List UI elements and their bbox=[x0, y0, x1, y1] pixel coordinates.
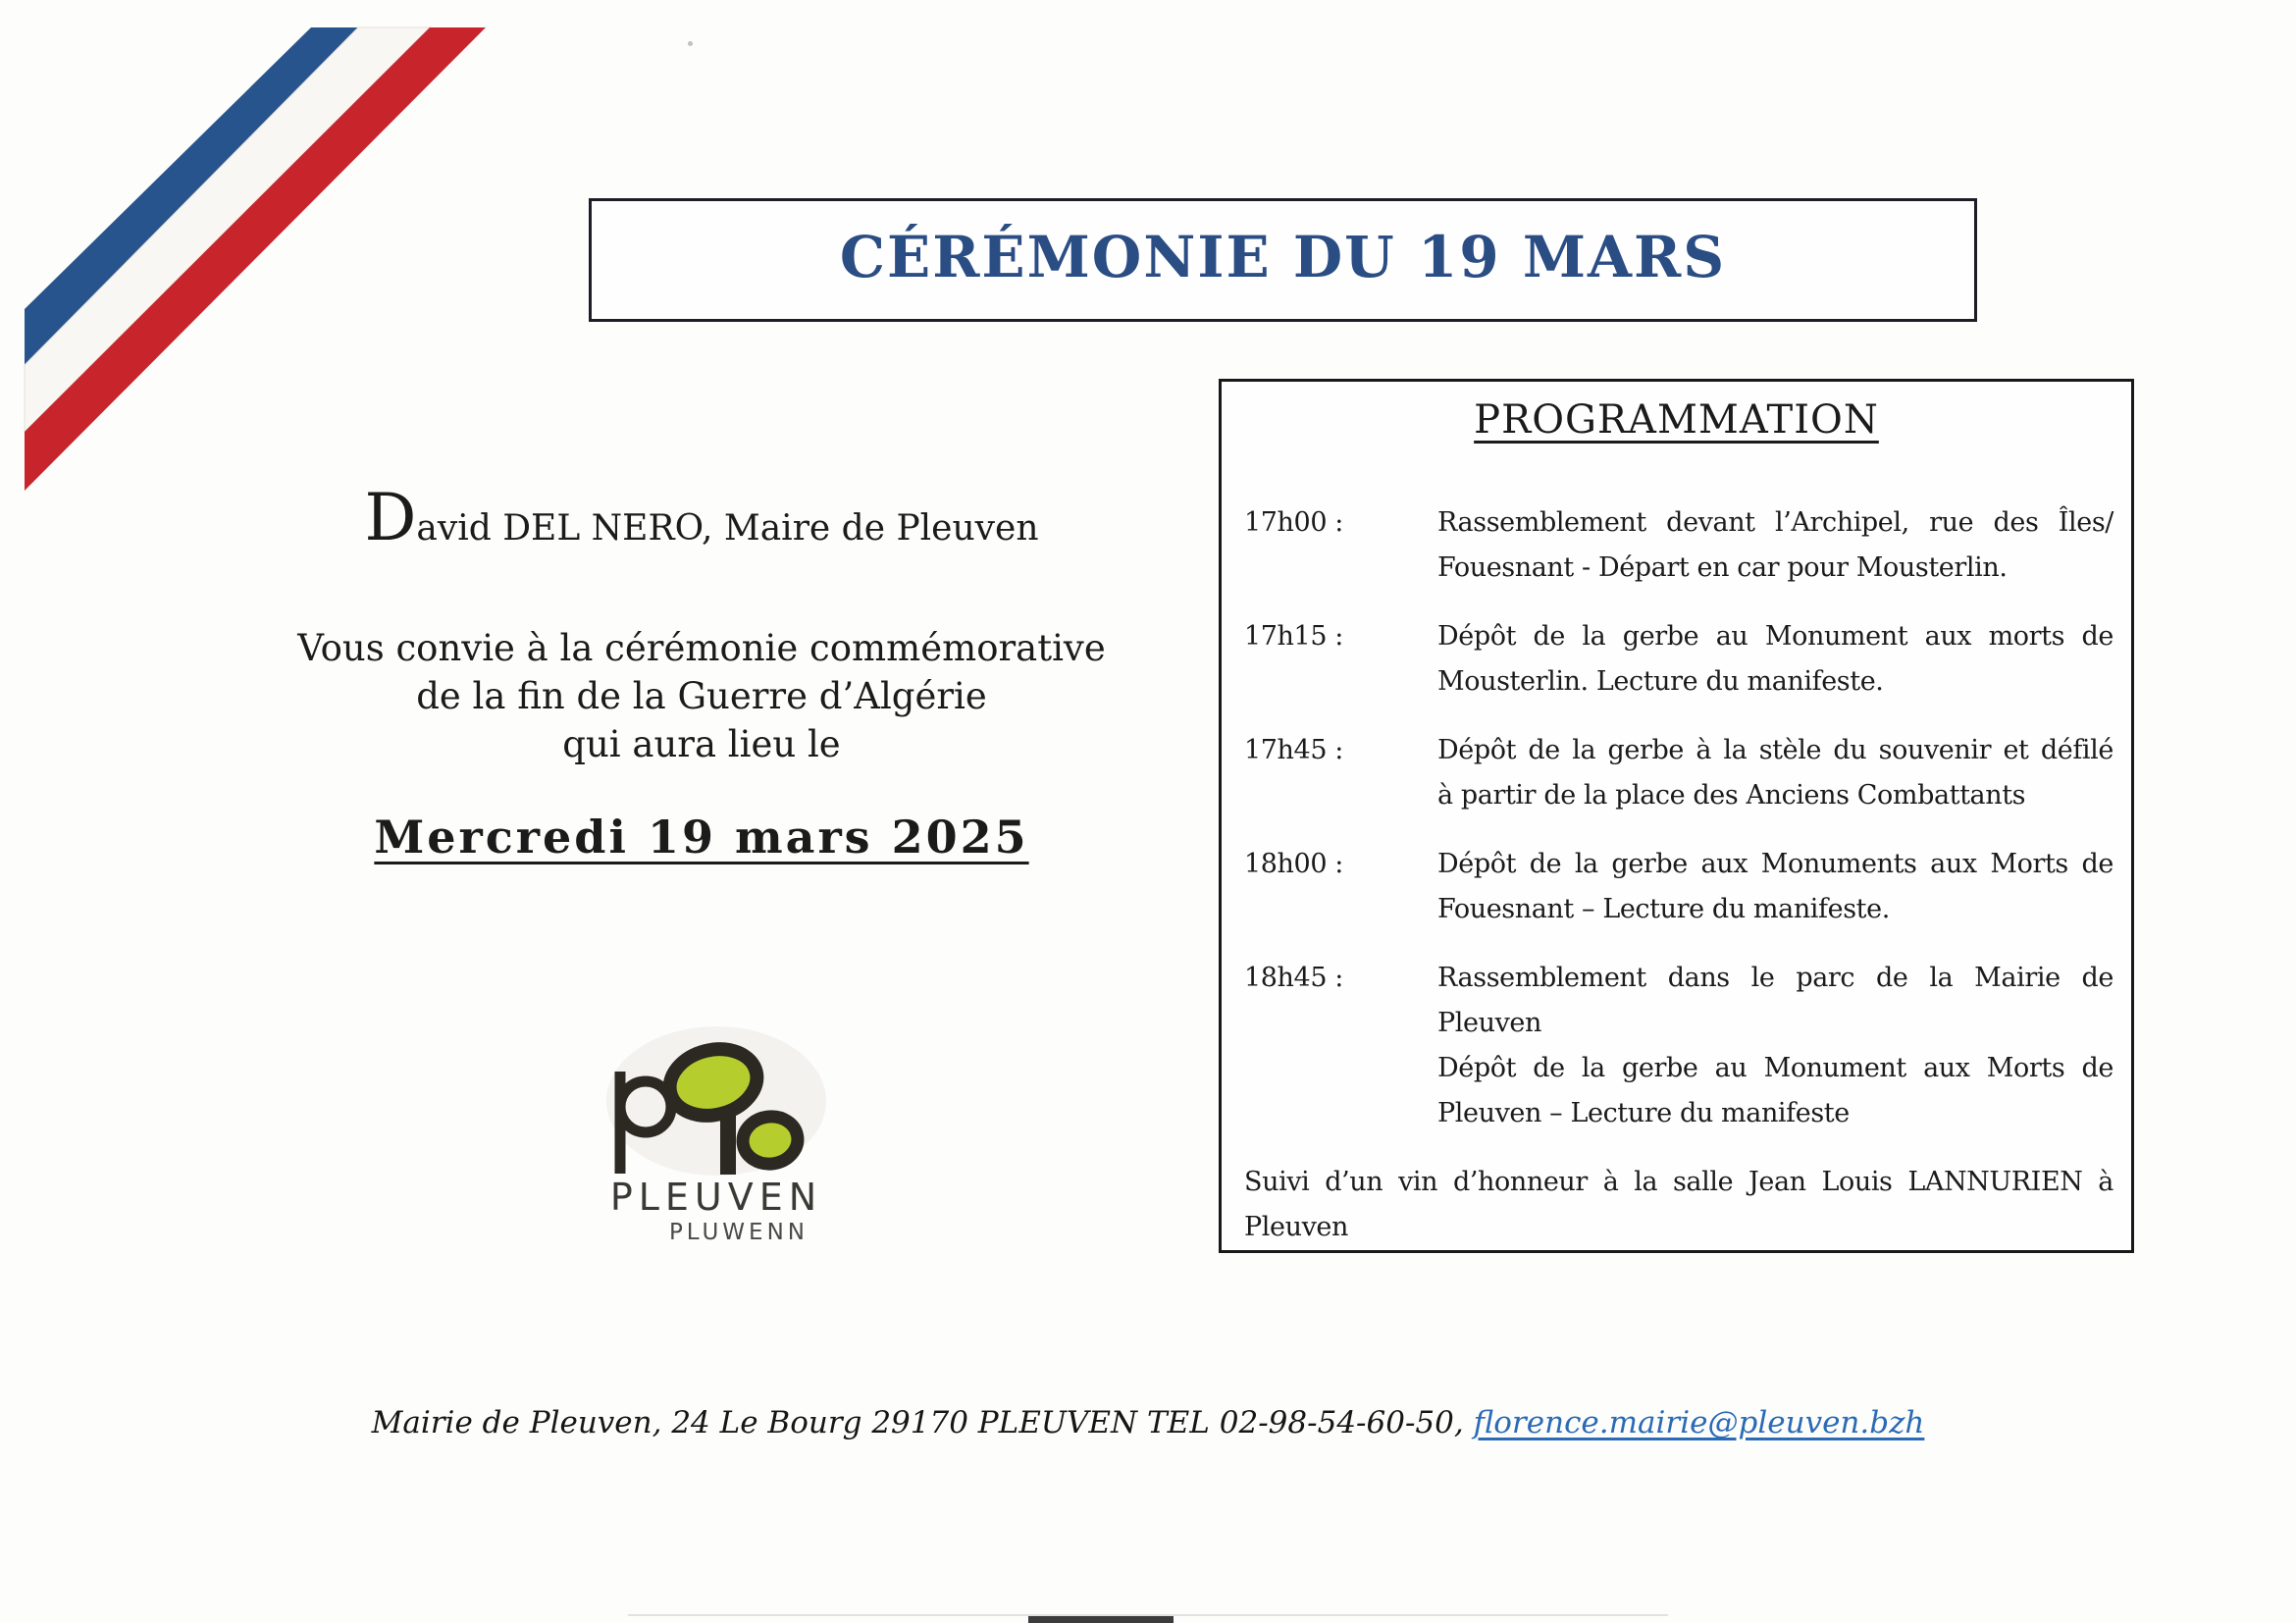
invite-author-rest: avid DEL NERO, Maire de Pleuven bbox=[416, 508, 1039, 549]
dropcap-initial: D bbox=[364, 480, 417, 555]
program-schedule bbox=[1244, 500, 2115, 1250]
program-box bbox=[1219, 379, 2134, 1253]
schedule-entry bbox=[1244, 614, 2115, 705]
schedule-line: Pleuven bbox=[1244, 1212, 1348, 1242]
schedule-description bbox=[1437, 956, 2113, 1136]
footer-email-link[interactable]: florence.mairie@pleuven.bzh bbox=[1473, 1405, 1925, 1440]
invite-line-2: Vous convie à la cérémonie commémorative bbox=[297, 627, 1106, 669]
schedule-time: 18h45 : bbox=[1244, 963, 1343, 993]
ceremony-date: Mercredi 19 mars 2025 bbox=[374, 811, 1029, 864]
schedule-line: Dépôt de la gerbe au Monument aux Morts de bbox=[1437, 1053, 2113, 1083]
schedule-time: 17h15 : bbox=[1244, 621, 1343, 652]
pleuven-town-logo-icon bbox=[569, 1011, 854, 1256]
footer-address: Mairie de Pleuven, 24 Le Bourg 29170 PLEUVEN TEL 02-98-54-60-50, bbox=[371, 1405, 1474, 1440]
scan-speckle bbox=[688, 41, 693, 46]
schedule-description bbox=[1437, 842, 2113, 932]
schedule-entry bbox=[1244, 956, 2115, 1136]
schedule-line: Rassemblement devant l’Archipel, rue des Îles/ bbox=[1437, 507, 2113, 538]
schedule-line: Pleuven – Lecture du manifeste bbox=[1437, 1098, 1850, 1128]
schedule-time: 17h45 : bbox=[1244, 735, 1343, 765]
schedule-time: 17h00 : bbox=[1244, 507, 1343, 538]
schedule-line: Dépôt de la gerbe au Monument aux morts de bbox=[1437, 621, 2113, 652]
schedule-entry bbox=[1244, 500, 2115, 591]
schedule-line: Mousterlin. Lecture du manifeste. bbox=[1437, 666, 1884, 697]
schedule-description bbox=[1437, 728, 2113, 818]
schedule-line: Rassemblement dans le parc de la Mairie de bbox=[1437, 963, 2113, 993]
invite-paragraph bbox=[211, 624, 1192, 768]
schedule-line: Fouesnant - Départ en car pour Mousterlin. bbox=[1437, 552, 2008, 583]
program-heading: PROGRAMMATION bbox=[1474, 397, 1879, 443]
schedule-line: à partir de la place des Anciens Combattants bbox=[1437, 780, 2026, 811]
footer-contact-line bbox=[0, 1405, 2296, 1440]
schedule-description bbox=[1437, 500, 2113, 591]
french-tricolor-ribbon-icon bbox=[0, 0, 510, 510]
schedule-time: 18h00 : bbox=[1244, 849, 1343, 879]
invite-line-3: de la fin de la Guerre d’Algérie bbox=[416, 675, 987, 717]
schedule-line: Dépôt de la gerbe à la stèle du souvenir et défilé bbox=[1437, 735, 2113, 765]
logo-town-name: PLEUVEN bbox=[609, 1176, 823, 1219]
logo-breton-name: PLUWENN bbox=[668, 1220, 809, 1245]
schedule-entry bbox=[1244, 728, 2115, 818]
schedule-line: Pleuven bbox=[1437, 1008, 1541, 1038]
invite-line-4: qui aura lieu le bbox=[562, 723, 841, 765]
scan-edge-mark bbox=[1028, 1616, 1174, 1623]
schedule-description bbox=[1437, 614, 2113, 705]
title-box bbox=[589, 198, 1977, 322]
schedule-line: Fouesnant – Lecture du manifeste. bbox=[1437, 894, 1890, 924]
program-closing-note bbox=[1244, 1160, 2113, 1250]
schedule-entry bbox=[1244, 842, 2115, 932]
invite-author-line bbox=[211, 480, 1192, 555]
schedule-line: Suivi d’un vin d’honneur à la salle Jean Louis LANNURIEN à bbox=[1244, 1167, 2113, 1197]
schedule-line: Dépôt de la gerbe aux Monuments aux Morts de bbox=[1437, 849, 2113, 879]
page-title: CÉRÉMONIE DU 19 MARS bbox=[839, 224, 1727, 290]
